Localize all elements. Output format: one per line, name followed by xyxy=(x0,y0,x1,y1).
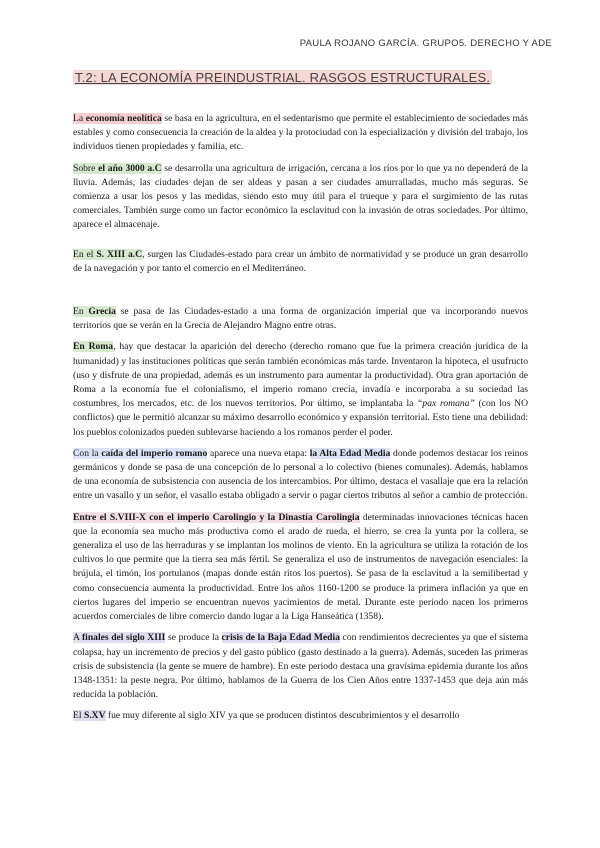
paragraph-carolingian xyxy=(73,511,528,625)
highlight-carolingian: Entre el S.VIII-X con el imperio Carolingio y la Dinastía Carolingia xyxy=(73,511,360,523)
paragraph-neolithic xyxy=(73,112,528,155)
highlight-finales-xiii xyxy=(73,632,165,643)
text-span: Sobre xyxy=(73,162,99,174)
paragraph-greece xyxy=(73,305,528,333)
text-span: Con la xyxy=(73,447,102,459)
highlight-crisis: crisis de la Baja Edad Media xyxy=(221,632,340,644)
text-span: En el xyxy=(73,248,97,260)
text-span: A xyxy=(73,632,82,644)
highlight-sxv xyxy=(73,710,106,721)
paragraph-fall-rome xyxy=(73,447,528,504)
spacer xyxy=(73,283,528,305)
highlight-greece xyxy=(73,306,116,317)
highlight-sxiii xyxy=(73,249,142,260)
text-span: fue muy diferente al siglo XIV ya que se producen distintos descubrimientos y el desarrollo xyxy=(105,710,460,722)
text-span: , surgen las Ciudades-estado para crear un ámbito de normatividad y se produce un gran desarrollo de la navegación y por tanto el comercio en el Mediterráneo. xyxy=(73,248,528,274)
text-span: se basa en la agricultura, en el sedentarismo que permite el establecimiento de sociedades más estables y como consecuencia la creación de la aldea y la protociudad con la especialización y división del trabajo, los individuos tienen propiedades y familia, etc. xyxy=(73,113,528,153)
text-span: se desarrolla una agricultura de irrigación, cercana a los ríos por lo que ya no dependerá de la lluvia. Además, las ciudades dejan de ser aldeas y pasan a ser ciudades amurralladas, mucho más seguras. Se comienza a usar los pesos y las medidas, siendo esto muy útil para el trueque y para el surgimiento de las rutas comerciales. También surge como un factor económico la esclavitud con la invasión de otras sociedades. Por último, aparece el almacenaje. xyxy=(73,162,528,231)
spacer xyxy=(73,240,528,248)
document-body xyxy=(73,112,528,731)
page-title: T.2: LA ECONOMÍA PREINDUSTRIAL. RASGOS ESTRUCTURALES. xyxy=(75,70,491,85)
highlight-fall-rome xyxy=(73,448,207,459)
text-span: donde podemos destacar los reinos germánicos y donde se pasa de una concepción de lo personal a lo colectivo (bienes comunales). Además, hablamos de una economía de subsistencia con ausencia de los intercambios. Por último, destaca el vasallaje que era la relación entre un vasallo y un señor, el vasallo estaba obligado a servir o pagar ciertos tributos al señor a cambio de protección. xyxy=(73,447,528,502)
highlight-3000bc xyxy=(73,163,162,174)
highlight-alta-edad-media: la Alta Edad Media xyxy=(309,447,391,459)
bold-term: S. XIII a.C xyxy=(96,248,143,260)
bold-term: el año 3000 a.C xyxy=(98,162,162,174)
paragraph-sxv xyxy=(73,709,528,723)
text-span: determinadas innovaciones técnicas hacen que la economía sea mucho más productiva como el arado de rueda, el hierro, se crea la yunta por la collera, se generaliza el uso de las herraduras y se implantan los molinos de viento. En la agricultura se utiliza la rotación de los cultivos lo que permite que la tierra sea más fértil. Se generaliza el uso de instrumentos de navegación esenciales: la brújula, el timón, los portulanos (mapas donde están ritos los puertos). Se pasa de la esclavitud a la semilibertad y como consecuencia aumenta la productividad. Entre los años 1160-1200 se produce la primera inflación ya que en ciertos lugares del imperio se encuentran nuevos yacimientos de metal. Durante este periodo nacen los primeros acuerdos comerciales de libre comercio dando lugar a la Liga Hanseática (1358). xyxy=(73,511,528,623)
paragraph-rome xyxy=(73,340,528,439)
paragraph-baja-edad-media xyxy=(73,631,528,702)
bold-term: Grecia xyxy=(88,306,116,318)
text-span: (con los NO conflictos) que le permitió alcanzar su máximo desarrollo económico y expansión territorial. Esto tiene una debilidad: los pueblos colonizados pueden sublevarse haciendo a los romanos perder el poder. xyxy=(73,398,529,438)
text-span: se pasa de las Ciudades-estado a una forma de organización imperial que va incorporando nuevos territorios que se verán en la Grecia de Alejandro Magno entre otras. xyxy=(73,306,529,332)
text-span: La xyxy=(73,113,86,124)
italic-term: “pax romana” xyxy=(417,398,475,410)
text-span: se produce la xyxy=(165,632,222,644)
bold-term: S.XV xyxy=(83,710,106,722)
bold-term: finales del siglo XIII xyxy=(81,632,166,644)
bold-term: caída del imperio romano xyxy=(101,447,208,459)
bold-term: economía neolítica xyxy=(85,113,162,124)
highlight-neolithic xyxy=(73,113,162,124)
paragraph-sxiii xyxy=(73,248,528,276)
text-span: El xyxy=(73,710,84,722)
paragraph-3000bc xyxy=(73,162,528,233)
text-span: aparece una nueva etapa: xyxy=(207,447,310,459)
highlight-rome: En Roma xyxy=(73,341,114,353)
text-span: En xyxy=(73,306,89,318)
text-span: , hay que destacar la aparición del derecho (derecho romano que fue la primera creación jurídica de la humanidad) y las instituciones políticas que serán también económicas más tarde. Inventaron la hipoteca, el usufructo (uso y disfrute de una propiedad, además es un instrumento para aumentar la productividad). Otra gran aportación de Roma a la economía fue el colonialismo, el imperio romano crecía, invadía e incorporaba a su sociedad las costumbres, los mercados, etc. de los nuevos territorios. Por último, se implantaba la xyxy=(73,341,528,410)
text-span: con rendimientos decrecientes ya que el sistema colapsa, hay un incremento de precios y del gasto público (gasto destinado a la guerra). Además, suceden las primeras crisis de subsistencia (la gente se muere de hambre). En este periodo destaca una gravísima epidemia durante los años 1348-1351: la peste negra. Por último, hablamos de la Guerra de los Cien Años entre 1337-1453 que deja aún más reducida la población. xyxy=(73,632,528,701)
page-header: PAULA ROJANO GARCÍA. GRUPO5. DERECHO Y ADE xyxy=(299,38,552,49)
